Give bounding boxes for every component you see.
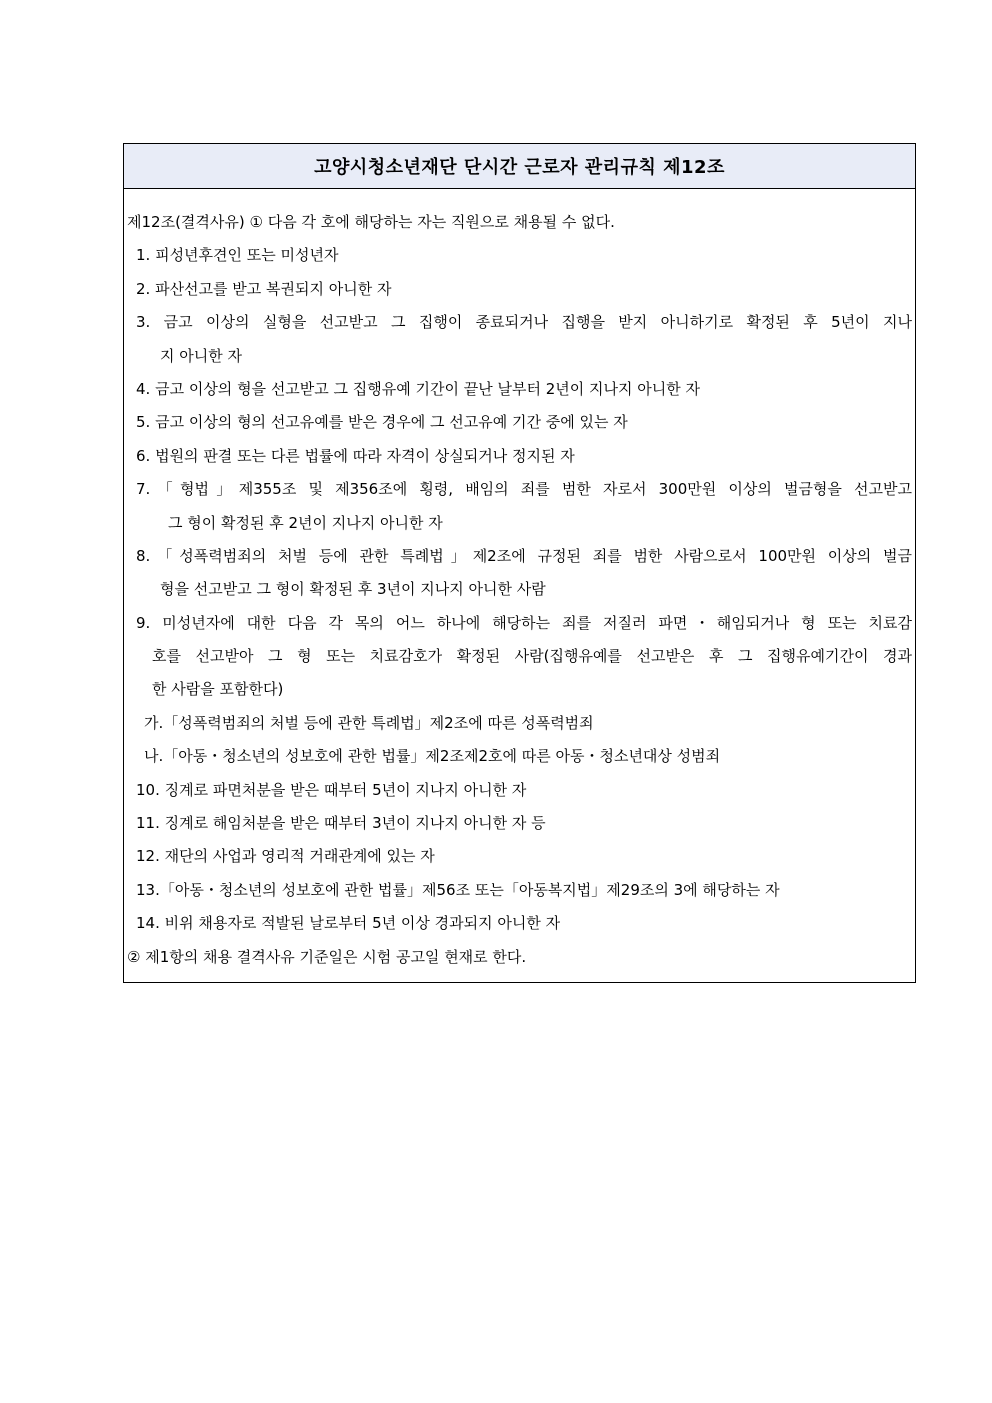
list-item: 6. 법원의 판결 또는 다른 법률에 따라 자격이 상실되거나 정지된 자 xyxy=(136,446,575,465)
sub-item-ga: 가.「성폭력범죄의 처벌 등에 관한 특례법」제2조에 따른 성폭력범죄 xyxy=(144,713,594,732)
list-item: 7.「형법」제355조 및 제356조에 횡령, 배임의 죄를 범한 자로서 300만원 이상의 벌금형을 선고받고 xyxy=(136,480,912,499)
paragraph-2: ② 제1항의 채용 결격사유 기준일은 시험 공고일 현재로 한다. xyxy=(127,947,527,966)
list-item: 8.「성폭력범죄의 처벌 등에 관한 특례법」제2조에 규정된 죄를 범한 사람으로서 100만원 이상의 벌금 xyxy=(136,546,912,565)
list-item: 3. 금고 이상의 실형을 선고받고 그 집행이 종료되거나 집행을 받지 아니하기로 확정된 후 5년이 지나 xyxy=(136,313,912,332)
list-item: 10. 징계로 파면처분을 받은 때부터 5년이 지나지 아니한 자 xyxy=(136,780,527,799)
list-item: 14. 비위 채용자로 적발된 날로부터 5년 이상 경과되지 아니한 자 xyxy=(136,914,561,933)
page-title: 고양시청소년재단 단시간 근로자 관리규칙 제12조 xyxy=(314,157,725,178)
list-item-continuation: 지 아니한 자 xyxy=(160,346,242,365)
regulation-body xyxy=(124,189,915,974)
sub-item-na: 나.「아동・청소년의 성보호에 관한 법률」제2조제2호에 따른 아동・청소년대상 성범죄 xyxy=(144,747,721,766)
article-intro: 제12조(결격사유) ① 다음 각 호에 해당하는 자는 직원으로 채용될 수 없다. xyxy=(127,213,615,231)
list-item: 1. 피성년후견인 또는 미성년자 xyxy=(136,246,339,265)
list-item: 9. 미성년자에 대한 다음 각 목의 어느 하나에 해당하는 죄를 저질러 파면・해임되거나 형 또는 치료감 xyxy=(136,613,912,632)
list-item: 5. 금고 이상의 형의 선고유예를 받은 경우에 그 선고유예 기간 중에 있는 자 xyxy=(136,413,628,432)
list-item-continuation: 호를 선고받아 그 형 또는 치료감호가 확정된 사람(집행유예를 선고받은 후 그 집행유예기간이 경과 xyxy=(152,647,912,666)
list-item: 13.「아동・청소년의 성보호에 관한 법률」제56조 또는「아동복지법」제29조의 3에 해당하는 자 xyxy=(136,880,780,899)
regulation-table xyxy=(123,143,916,983)
list-item-continuation: 형을 선고받고 그 형이 확정된 후 3년이 지나지 아니한 사람 xyxy=(160,580,546,599)
list-item: 11. 징계로 해임처분을 받은 때부터 3년이 지나지 아니한 자 등 xyxy=(136,814,546,833)
list-item: 12. 재단의 사업과 영리적 거래관계에 있는 자 xyxy=(136,847,435,866)
list-item-continuation: 그 형이 확정된 후 2년이 지나지 아니한 자 xyxy=(168,513,443,532)
list-item: 4. 금고 이상의 형을 선고받고 그 집행유예 기간이 끝난 날부터 2년이 지나지 아니한 자 xyxy=(136,379,701,398)
list-item: 2. 파산선고를 받고 복권되지 아니한 자 xyxy=(136,279,392,298)
table-header xyxy=(124,144,915,189)
list-item-continuation: 한 사람을 포함한다) xyxy=(152,680,284,699)
